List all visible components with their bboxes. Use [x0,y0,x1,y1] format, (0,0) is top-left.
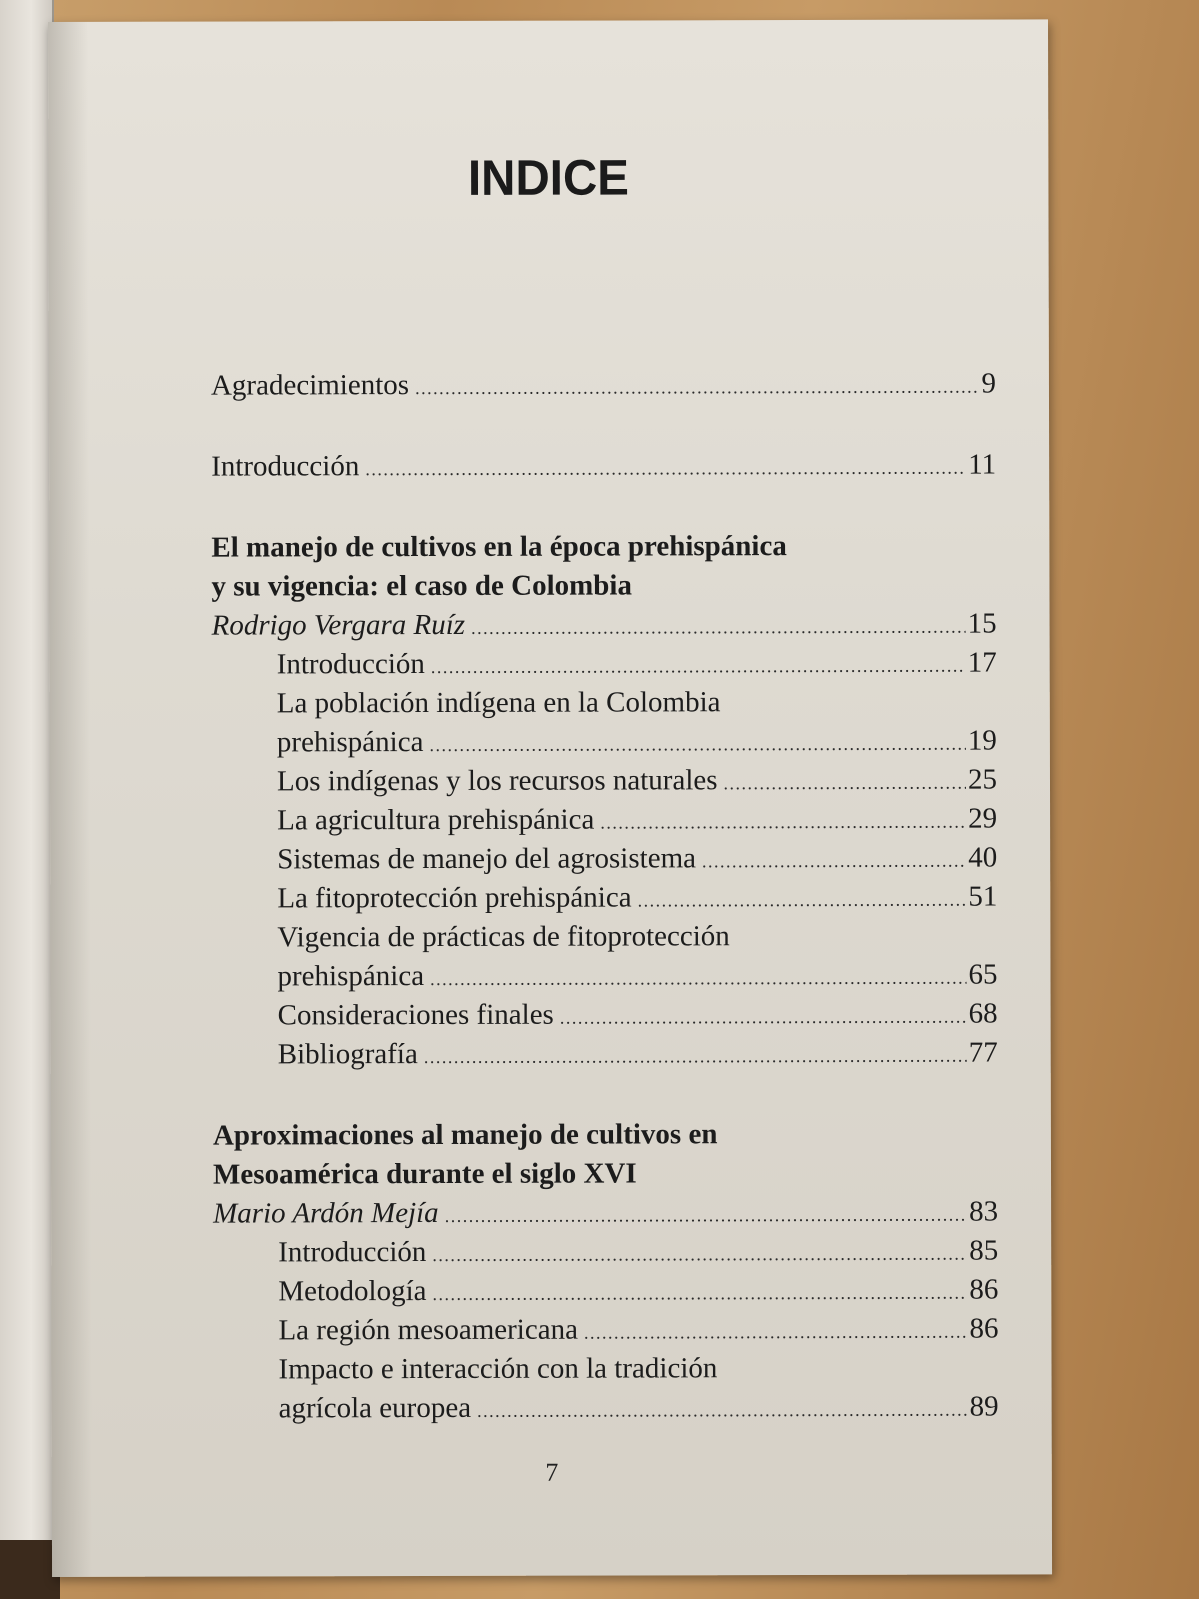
section-label: Bibliografía [277,1038,418,1071]
leader-dots [477,1391,968,1431]
toc-entry-agradecimientos [211,365,996,406]
chapter-title-line: y su vigencia: el caso de Colombia [211,569,633,603]
chapter-title-line: Aproximaciones al manejo de cultivos en [212,1118,718,1152]
section-page: 77 [968,1036,998,1069]
section-label: Los indígenas y los recursos naturales [276,764,718,798]
toc-section [213,1232,998,1273]
entry-page: 15 [967,607,997,640]
section-page: 19 [967,724,997,757]
toc-section [213,1271,998,1312]
section-label: agrícola europea [278,1391,472,1425]
toc-section [213,1034,998,1075]
leader-dots [431,647,966,687]
chapter-author [212,605,997,646]
section-label-line: La población indígena en la Colombia [276,686,721,720]
entry-page: 83 [969,1195,999,1228]
leader-dots [430,959,967,999]
section-page: 68 [968,997,998,1030]
toc-section [212,644,997,685]
entry-page: 9 [981,367,996,400]
section-label: La fitoprotección prehispánica [277,881,632,915]
author-name: Rodrigo Vergara Ruíz [211,608,466,642]
section-page: 89 [969,1390,999,1423]
section-page: 85 [969,1234,999,1267]
leader-dots [424,1037,967,1077]
leader-dots [432,1274,967,1314]
toc-section [213,995,998,1036]
chapter-title-line: El manejo de cultivos en la época prehispánica [211,530,787,564]
section-label: Metodología [278,1275,427,1308]
section-label: prehispánica [277,960,425,993]
section-page: 86 [969,1273,999,1306]
toc-entry-introduccion [211,446,996,487]
leader-dots [445,1196,968,1236]
toc-section [212,761,997,802]
section-label: Sistemas de manejo del agrosistema [277,842,697,876]
author-name: Mario Ardón Mejía [213,1196,439,1230]
toc-section [212,722,997,763]
leader-dots [429,725,966,765]
section-page: 40 [968,841,998,874]
page-number: 7 [545,1457,559,1487]
section-label: La región mesoamericana [278,1313,578,1347]
toc-section [212,839,997,880]
leader-dots [432,1235,967,1275]
toc-section [212,956,997,997]
toc-section [213,1310,998,1351]
section-label: prehispánica [276,726,424,759]
book-page [48,19,1052,1577]
leader-dots [723,764,966,804]
section-label: Consideraciones finales [277,998,554,1032]
section-label: La agricultura prehispánica [277,803,595,837]
toc-section [212,800,997,841]
leader-dots [584,1313,968,1353]
section-label-line: Vigencia de prácticas de fitoprotección [277,920,730,954]
facing-page-edge [0,0,54,1599]
chapter-title [211,527,996,607]
section-page: 25 [967,763,998,796]
section-page: 17 [967,646,997,679]
chapter-title [213,1115,998,1195]
chapter-title-line: Mesoamérica durante el siglo XVI [212,1157,637,1191]
leader-dots [638,881,967,921]
chapter-author [213,1193,998,1234]
leader-dots [415,368,979,408]
entry-label: Agradecimientos [210,369,410,402]
section-page: 86 [969,1312,999,1345]
entry-page: 11 [968,448,997,481]
entry-label: Introducción [211,450,360,483]
section-page: 29 [968,802,998,835]
toc-section [212,878,997,919]
section-page: 51 [968,880,998,913]
page-title: INDICE [467,149,629,206]
gutter-shadow [48,22,92,1577]
toc-section [214,1388,999,1429]
section-label-line: Impacto e interacción con la tradición [278,1352,718,1386]
table-of-contents [211,365,999,1429]
leader-dots [560,998,967,1038]
leader-dots [600,803,966,843]
section-label: Introducción [276,648,425,681]
leader-dots [702,842,966,882]
leader-dots [365,449,966,490]
section-page: 65 [968,958,998,991]
section-label: Introducción [278,1236,427,1269]
leader-dots [471,608,966,648]
